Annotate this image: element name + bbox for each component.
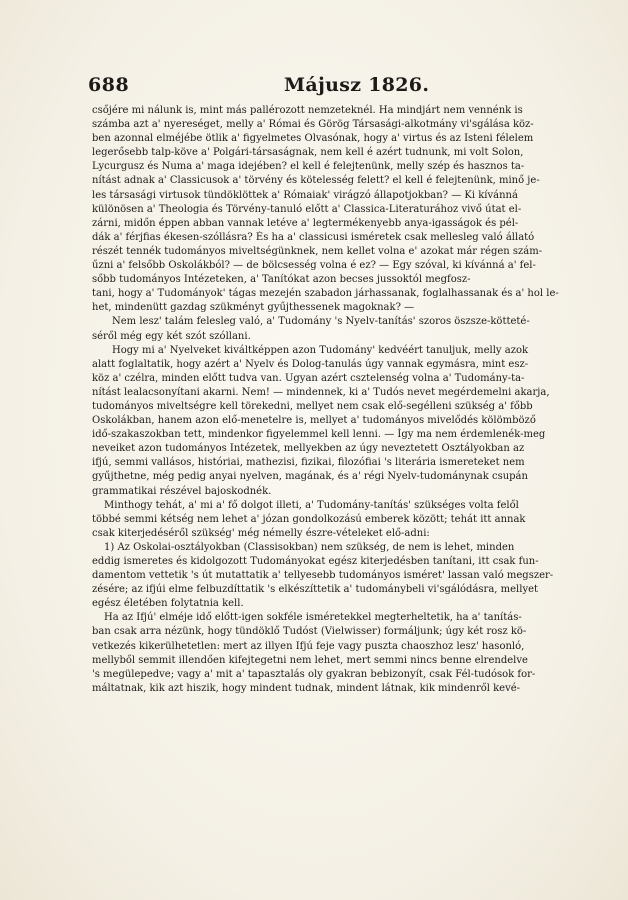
text-line: vetkezés kikerülhetetlen: mert az illyen Ifjú feje vagy puszta chaoszhoz lesz' hasonló, <box>92 640 525 652</box>
paragraph-start-line: Nem lesz' talám felesleg való, a' Tudomány 's Nyelv-tanítás' szoros öszsze-kötteté- <box>112 316 530 328</box>
page-header <box>88 74 603 100</box>
list-item-line: 1) Az Oskolai-osztályokban (Classisokban) nem szükség, de nem is lehet, minden <box>104 541 515 553</box>
text-line: ban csak arra nézünk, hogy tündöklő Tudóst (Vielwisser) formáljunk; úgy két rosz kö- <box>92 626 527 638</box>
text-line: gyűjthetne, még pedig anyai nyelven, magának, és a' régi Nyelv-tudománynak csupán <box>92 471 528 483</box>
text-line: zárni, midőn éppen abban vannak letéve a' legtermékenyebb anya-igasságok és pél- <box>92 217 519 229</box>
text-line: het, mindenütt gazdag szükményt gyűjthessenek magoknak? — <box>92 302 415 314</box>
text-line: nítást adnak a' Classicusok a' törvény és kötelesség felett? el kell é felejtenünk, minő je- <box>92 175 540 187</box>
page-number: 688 <box>88 74 130 96</box>
text-line: űzni a' felsőbb Oskolákból? — de bölcsesség volna é ez? — Egy szóval, ki kívánná a' fel- <box>92 260 536 272</box>
text-line: csak kiterjedéséről szükség' még némelly észre-vételeket elő-adni: <box>92 527 430 539</box>
text-line: nítást lealacsonyítani akarni. Nem! — mindennek, ki a' Tudós nevet megérdemelni akarja, <box>92 386 550 398</box>
text-line: neveiket azon tudományos Intézetek, mellyekben az úgy neveztetett Osztályokban az <box>92 443 525 455</box>
text-line: csőjére mi nálunk is, mint más pallérozott nemzeteknél. Ha mindjárt nem vennénk is <box>92 105 523 116</box>
text-line: egész életében folytatnia kell. <box>92 598 244 610</box>
text-line: séről még egy két szót szóllani. <box>92 330 251 342</box>
text-line: mellyből semmit illendően kifejtegetni nem lehet, mert semmi nincs benne elrendelve <box>92 654 528 666</box>
running-title: Májusz 1826. <box>284 74 430 96</box>
text-line: ifjú, semmi vallásos, históriai, mathezisi, fizikai, filozófiai 's literária ismereteket nem <box>92 457 525 469</box>
text-line: alatt foglaltatik, hogy azért a' Nyelv és Dolog-tanulás úgy vannak egymásra, mint esz- <box>92 358 529 370</box>
text-line: eddig ismeretes és kidolgozott Tudományokat egész kiterjedésben tanítani, itt csak fun- <box>92 556 539 567</box>
text-line: grammatikai részével bajoskodnék. <box>92 485 272 497</box>
text-line: dák a' férjfias ékesen-szóllásra? És ha a' classicusi isméretek csak mellesleg való állató <box>92 231 535 243</box>
text-line: les társasági virtusok tündöklöttek a' Rómaiak' virágzó állapotjokban? — Ki kívánná <box>92 189 518 201</box>
paragraph-start-line: Ha az Ifjú' elméje idő előtt-igen sokféle isméretekkel megterheltetik, ha a' tanítás- <box>104 612 522 624</box>
text-line: ben azonnal elméjébe ötlik a' figyelmetes Olvasónak, hogy a' virtus és az Isteni félelem <box>92 133 534 145</box>
body-text <box>92 104 604 696</box>
text-line: különösen a' Theologia és Törvény-tanuló előtt a' Classica-Literaturához vivő útat el- <box>92 203 522 215</box>
text-line: Lycurgusz és Numa a' maga idejében? el kell é felejtenünk, melly szép és hasznos ta- <box>92 161 525 173</box>
text-line: máltatnak, kik azt hiszik, hogy mindent tudnak, mindent látnak, kik mindenről kevé- <box>92 682 521 694</box>
text-line: tudományos miveltségre kell törekedni, mellyet nem csak elő-segélleni szükség a' főbb <box>92 400 533 412</box>
paragraph-start-line: Hogy mi a' Nyelveket kiváltképpen azon Tudomány' kedvéért tanuljuk, melly azok <box>112 344 529 356</box>
text-line: tani, hogy a' Tudományok' tágas mezején szabadon járhassanak, foglalhassanak és a' hol le- <box>92 288 559 300</box>
paragraph-start-line: Minthogy tehát, a' mi a' fő dolgot illeti, a' Tudomány-tanítás' szükséges volta felől <box>104 499 519 511</box>
text-line: köz a' czélra, minden előtt tudva van. Ugyan azért csztelenség volna a' Tudomány-ta- <box>92 372 525 384</box>
text-line: zésére; az ifjúi elme felbuzdíttatik 's elkészíttetik a' tudománybeli vi'sgálódásra, mellyet <box>92 584 539 596</box>
text-line: számba azt a' nyereséget, melly a' Római és Görög Társasági-alkotmány vi'sgálása köz- <box>92 119 534 131</box>
text-line: Oskolákban, hanem azon elő-menetelre is, mellyet a' tudományos mivelődés kölömböző <box>92 415 536 427</box>
text-line: részét tennék tudományos miveltségünknek, nem kellet volna e' azokat már régen szám- <box>92 245 543 257</box>
text-line: idő-szakaszokban tett, mindenkor figyelemmel kell lenni. — Így ma nem érdemlenék-meg <box>92 429 546 441</box>
text-line: legerősebb talp-köve a' Polgári-társaságnak, nem kell é azért tudnunk, mi volt Solon, <box>92 147 524 159</box>
text-line: damentom vettetik 's út mutattatik a' tellyesebb tudományos isméret' lassan való megszer- <box>92 570 554 582</box>
text-line: sőbb tudományos Intézeteken, a' Tanítókat azon becses jussoktól megfosz- <box>92 274 471 286</box>
text-line: többé semmi kétség nem lehet a' józan gondolkozású emberek között; tehát itt annak <box>92 513 526 525</box>
text-line: 's megülepedve; vagy a' mit a' tapasztalás oly gyakran bebizonyít, csak Fél-tudósok for- <box>92 668 536 680</box>
